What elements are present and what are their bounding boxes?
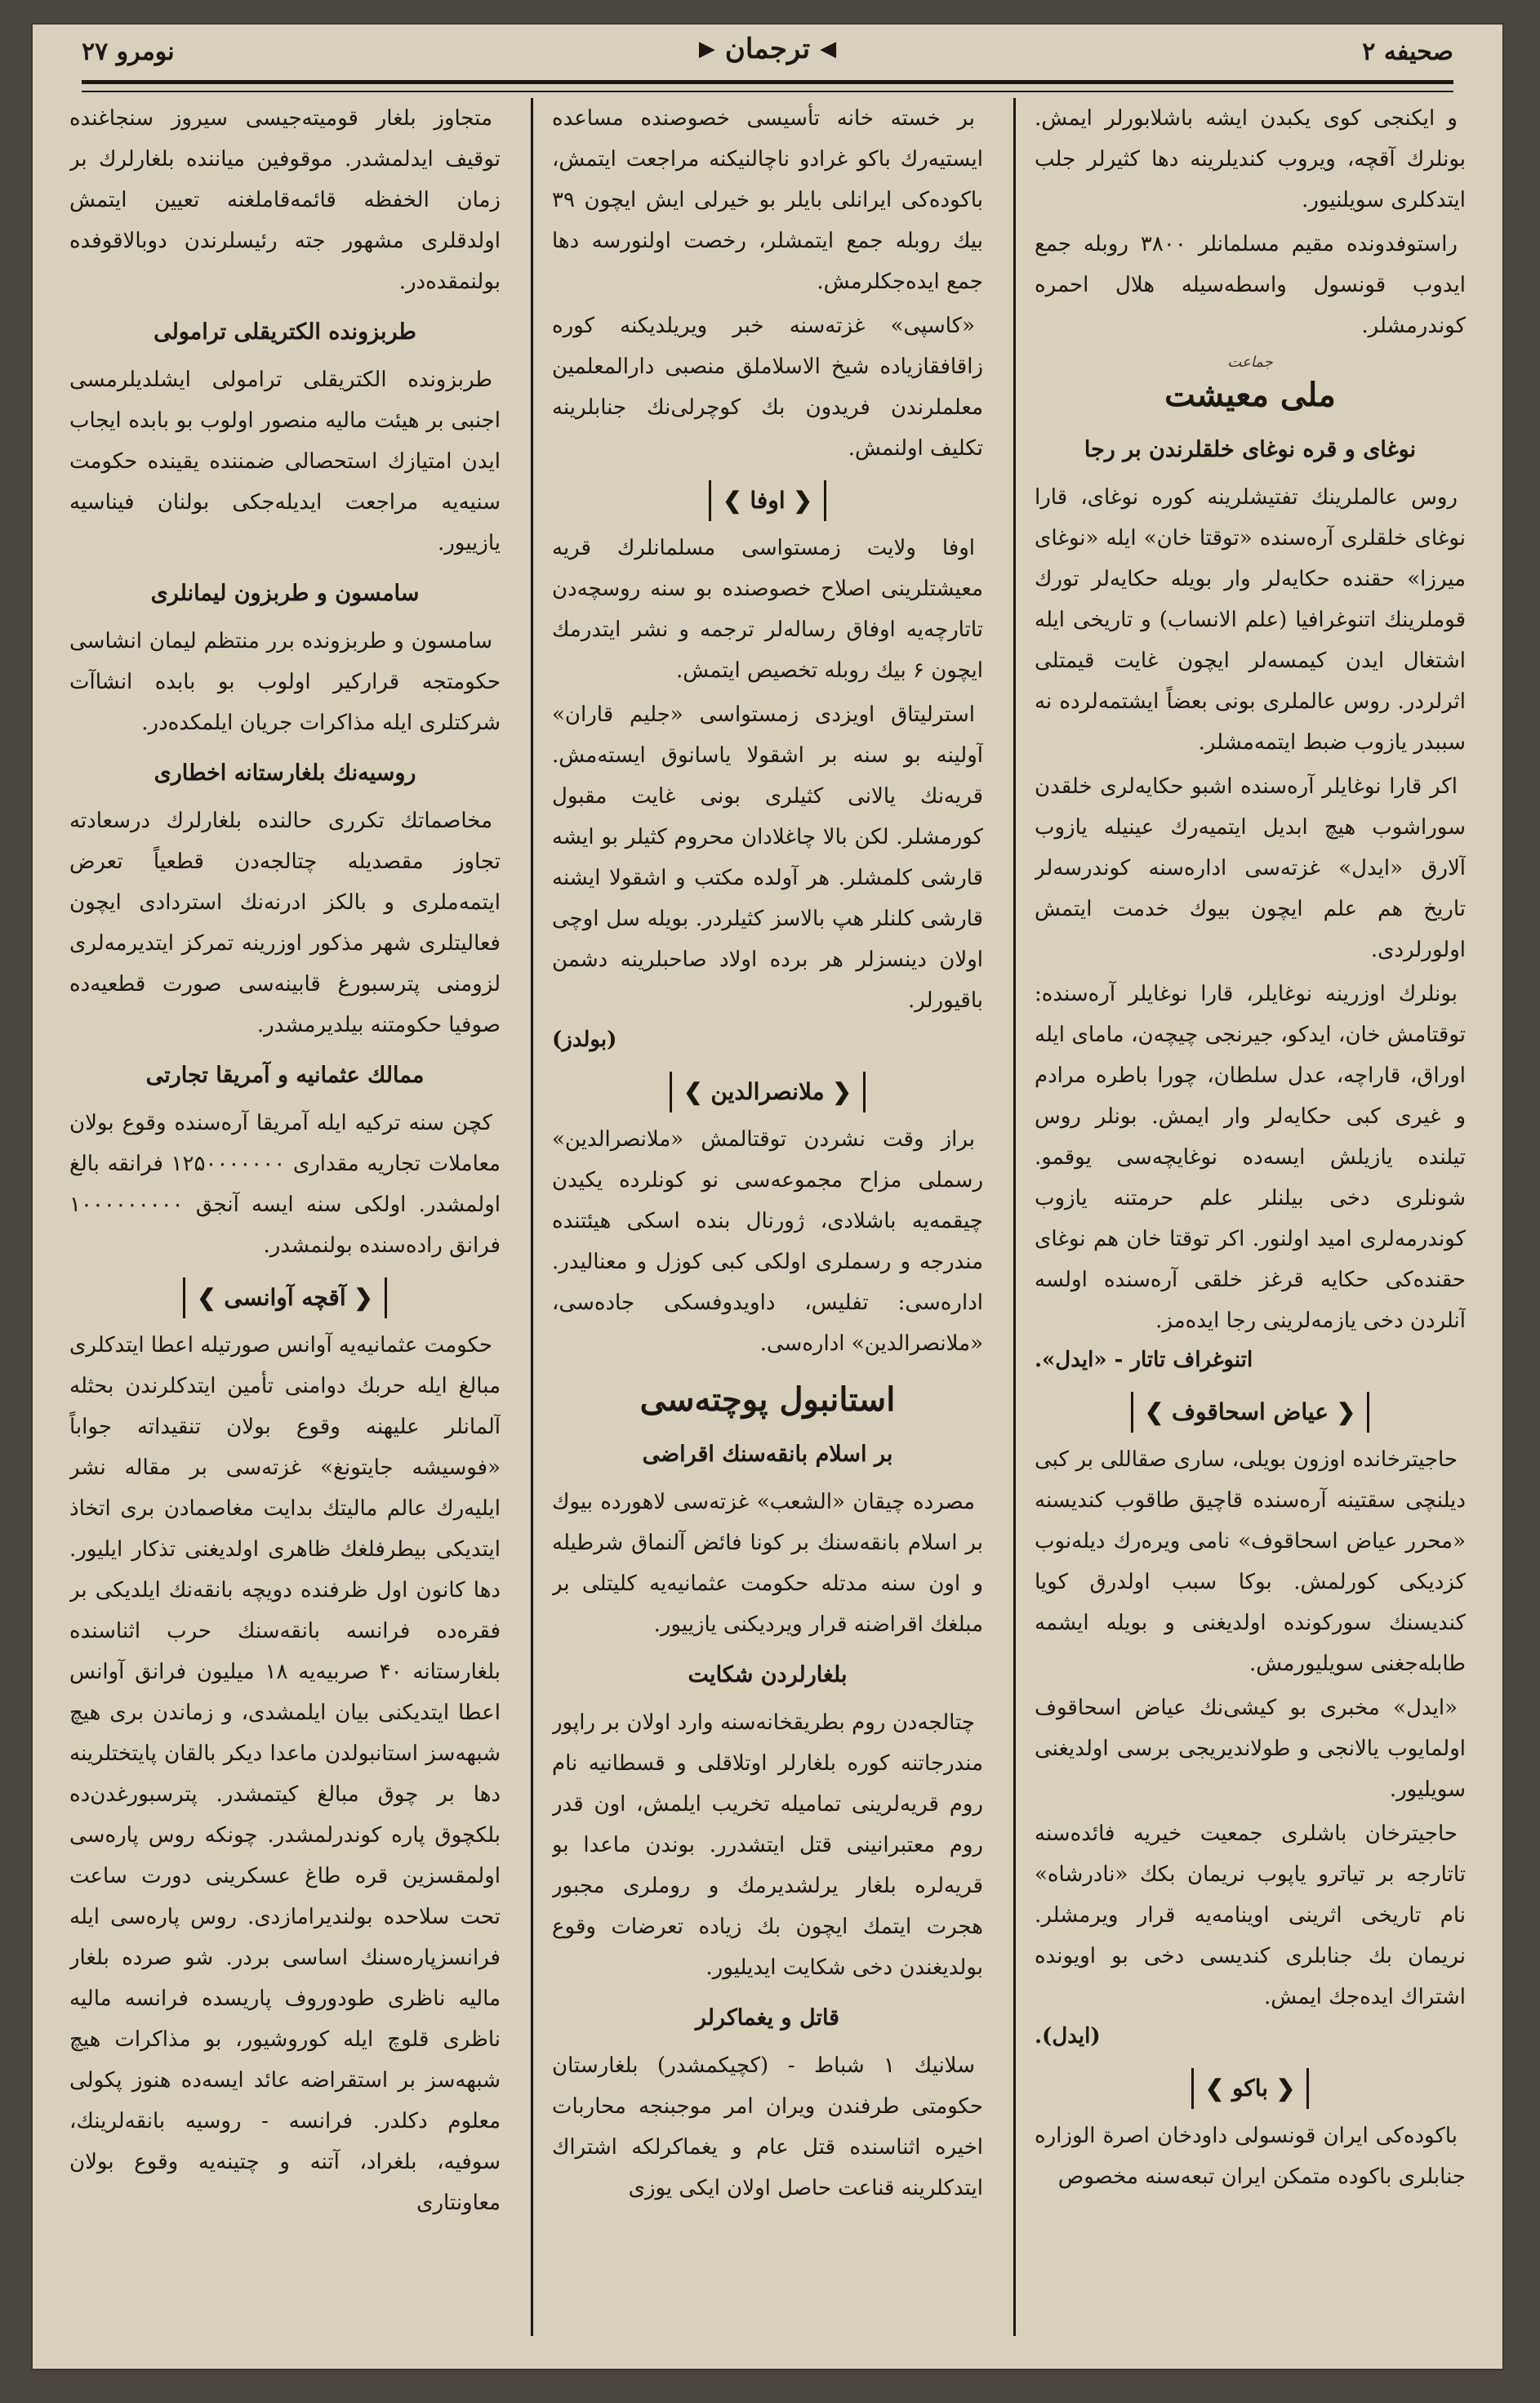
article-paragraph: بونلرك اوزرینه نوغایلر، قارا نوغایلر آره‌سنده: توقتامش خان، ایدکو، جیرنجی چیچه‌ن، مامای ایله اوراق، قاراچه، عدل سلطان، چورا باطره مرادم و غیری کبی حکایه‌لر وار ایمش. بونلر روس تیلنده یازیلش ایسه‌ده نوغایچه‌سی یوقمو. شونلری دخی بیلنلر علم حرمتنه یازوب کوندرمه‌لری امید اولنور. اکر توقتا خان هم نوغای حقنده‌کی حکایه قرغز خلقی آره‌سنده اولسه آنلردن دخی یازمه‌لرینی رجا ایده‌مز. bbox=[1035, 982, 1466, 1333]
column-left bbox=[69, 98, 501, 2336]
article-source: اتنوغراف تاتار - «ایدل». bbox=[1035, 1348, 1253, 1372]
section-heading: ملی معیشت bbox=[1164, 376, 1336, 414]
article-paragraph: چتالجه‌دن روم بطریقخانه‌سنه وارد اولان بر راپور مندرجاتنه کوره بلغارلر اوتلاقلی و قسطانیه نام روم قریه‌لرینی تمامیله تخریب ایلمش، اون قدر روم معتبرانینی قتل ایتشدرر. بوندن ماعدا بو قریه‌لره بلغار یرلشدیرمك و روملری مجبور هجرت ایتمك ایچون بك زیاده تعرضات وقوع بولدیغندن دخی شکایت ایدیلیور. bbox=[552, 1710, 983, 1980]
article-heading: طربزونده الکتریقلی ترامولی bbox=[154, 319, 416, 345]
article-paragraph: سلانیك ۱ شباط - (کچیکمشدر) بلغارستان حکومتی طرفندن ویران امر موجبنجه محاربات اخیره اثناسنده قتل عام و یغماکرلکه اشتراك ایتدکلرینه قناعت حاصل اولان ایکی یوزی bbox=[552, 2053, 983, 2200]
column-middle bbox=[552, 98, 983, 2336]
newspaper-title-box bbox=[699, 33, 836, 65]
article-paragraph: اکر قارا نوغایلر آره‌سنده اشبو حکایه‌لری خلقدن سوراشوب هیچ ابدیل ایتمیه‌رك عینیله یازوب آلارق «ایدل» غزته‌سی اداره‌سنه کوندرسه‌لر تاریخ هم علم ایچون بیوك خدمت ایتمش اولورلردی. bbox=[1035, 774, 1466, 962]
page-number-label: صحیفه ۲ bbox=[1362, 38, 1453, 66]
article-heading: ممالك عثمانیه و آمریقا تجارتی bbox=[145, 1063, 425, 1088]
column-divider bbox=[1013, 98, 1016, 2336]
article-paragraph: حکومت عثمانیه‌یه آوانس صورتیله اعطا ایتدکلری مبالغ ایله حربك دوامنی تأمین ایتدکلرندن بحثله آلمانلر علیهنه وقوع بولان تنقیداته جواباً «فوسیشه جایتونغ» غزته‌سی بر مقاله نشر ایلیه‌رك عالم مالیتك بدایت مغاصمادن بری اتخاذ ایتدیکی بیطرفلغك ظاهری اولدیغنی تذکار ایلیور. دها کانون اول ظرفنده دویچه بانقه‌نك ایلدیکی بر فقره‌ده فرانسه بانقه‌سنك حرب اثناسنده بلغارستانه ۴۰ صربیه‌یه ۱۸ میلیون فرانق آوانس اعطا ایتدیکنی بیان ایلمشدی، و زماندن بری هیچ شبهه‌سز استانبولدن ماعدا دیکر بالقان پایتختلرینه دها بر چوق مبالغ کیتمشدر. پترسبورغدن‌ده بلکچوق پاره کوندرلمشدر. چونکه روس پاره‌سی اولمقسزین قره طاغ عسکرینی دورت ساعت تحت سلاحده بولندیرامازدی. روس پاره‌سی ایله فرانسزپاره‌سنك اساسی بردر. شو صرده بلغار مالیه ناظری طودوروف پاریسده فرانسه مالیه ناظری قلوچ ایله کوروشیور، بو مذاکرات هیچ شبهه‌سز بر استقراضه عائد ایسه‌ده هنوز پکولی معلوم دکلدر. فرانسه - روسیه بانقه‌لرینك، سوفیه، بلغراد، آتنه و چتینه‌یه وقوع بولان معاونتاری bbox=[69, 1333, 501, 2215]
handwritten-note: جماعت bbox=[1227, 354, 1273, 371]
newspaper-title: ترجمان bbox=[724, 33, 811, 65]
article-paragraph: استرلیتاق اویزدی زمستواسی «جلیم قاران» آولینه بو سنه بر اشقولا یاسانوق ایسته‌مش. قریه‌نك یالانی کثیلری بونی غایت مقبول کورمشلر. لکن بالا چاغلادان محروم کثیلر بو ایشه قارشی کلمشلر. هر آولده مکتب و اشقولا ایشنه قارشی کلنلر هپ بالاسز کثیلردر. بویله سل اوچی اولان دینسزلر هر برده اولاد صاحبلرینه دشمن باقیورلر. bbox=[552, 702, 983, 1013]
masthead bbox=[82, 33, 1453, 78]
article-paragraph: حاجیترخانده اوزون بویلی، ساری صقاللی بر کبی دیلنچی سقتینه آره‌سنده قاچیق طاقوب کندیسنه «محرر عیاض اسحاقوف» نامی ویره‌رك دیله‌نوب کزدیکی کورلمش. بوکا سبب اولدرق کویا کندیسنك سورکونده اولدیغنی و بویله ایشمه طابلەجغنی سویلیورمش. bbox=[1035, 1447, 1466, 1676]
article-paragraph: طربزونده الکتریقلی ترامولی ایشلدیلرمسی اجنبی بر هیئت مالیه منصور اولوب بو بابده ایجاب ایدن امتیازك استحصالی ضمننده یقینده حکومت سنیه‌یه مراجعت ایدیله‌جکی بولنان فیناسیه یازییور. bbox=[69, 368, 501, 555]
article-paragraph: حاجیترخان باشلری جمعیت خیریه فائده‌سنه تاتارجه بر تیاترو یاپوب نریمان بکك «نادرشاه» نام تاریخی اثرینی اوینامه‌یه قرار ویرمشلر. نریمان بك جنابلری کندیسی دخی بو اویونده اشتراك ایده‌جك ایمش. bbox=[1035, 1821, 1466, 2009]
header-rule bbox=[82, 80, 1453, 92]
article-paragraph: مخاصماتك تکرری حالنده بلغارلرك درسعادته تجاوز مقصدیله چتالجه‌دن قطعیاً تعرض ایتمه‌ملری و بالکز ادرنه‌نك استردادی ایچون فعالیتلری شهر مذکور اوزرینه تمرکز ایتدیرمه‌لری لزومنی پترسبورغ قابینه‌سی صورت قطعیه‌ده صوفیا حکومتنه بیلدیرمشدر. bbox=[69, 809, 501, 1037]
article-heading-boxed: ❮ باکو ❯ bbox=[1191, 2068, 1310, 2109]
article-heading: نوغای و قره نوغای خلقلرندن بر رجا bbox=[1084, 437, 1417, 462]
ornament-right-icon: ◀ bbox=[820, 37, 837, 61]
issue-number-label: نومرو ۲۷ bbox=[82, 38, 175, 66]
article-paragraph: بر خسته خانه تأسیسی خصوصنده مساعده ایستیه‌رك باکو غرادو ناچالنیکنه مراجعت ایتمش، باکوده‌کی ایرانلی بایلر بو خیرلی ایش ایچون ۳۹ بیك روبله جمع ایتمشلر، رخصت اولنورسه دها جمع ایده‌جکلرمش. bbox=[552, 106, 983, 294]
column-divider bbox=[531, 98, 533, 2336]
article-heading: بلغارلردن شکایت bbox=[688, 1662, 848, 1687]
article-heading: روسیه‌نك بلغارستانه اخطاری bbox=[154, 760, 416, 786]
article-paragraph: متجاوز بلغار قومیته‌جیسی سیروز سنجاغنده توقیف ایدلمشدر. موقوفین میاننده بلغارلرك بر زمان الخفظه قائمه‌قاملغنه تعیین ایتمش اولدقلری مشهور جته رئیسلرندن دوبالاقوفده بولنمقده‌در. bbox=[69, 106, 501, 294]
article-paragraph: روس عالملرینك تفتیشلرینه کوره نوغای، قارا نوغای خلقلری آره‌سنده «توقتا خان» ایله «نوغای میرزا» حقنده حکایه‌لر وار بویله حکایه‌لر تورك قوملرینك اتنوغرافیا (علم الانساب) و تاریخی ایله اشتغال ایدن کیمسه‌لر ایچون غایت قیمتلی اثرلردر. روس عالملری بونی بعضاً ایشتمه‌لرده نه سببدر یازوب ضبط ایتمه‌مشلر. bbox=[1035, 485, 1466, 755]
newspaper-page bbox=[33, 25, 1502, 2369]
article-paragraph: راستوفدونده مقیم مسلمانلر ۳۸۰۰ روبله جمع ایدوب قونسول واسطه‌سیله هلال احمره کوندرمشلر. bbox=[1035, 232, 1466, 338]
article-paragraph: اوفا ولایت زمستواسی مسلمانلرك قریه معیشتلرینی اصلاح خصوصنده بو سنه روسچه‌دن تاتارچه‌یه اوفاق رساله‌لر ترجمه و نشر ایتدرمك ایچون ۶ بیك روبله تخصیص ایتمش. bbox=[552, 536, 983, 683]
article-heading: قاتل و یغماکرلر bbox=[695, 2005, 840, 2031]
article-heading-boxed: ❮ ملانصرالدین ❯ bbox=[670, 1072, 866, 1112]
article-paragraph: براز وقت نشردن توقتالمش «ملانصرالدین» رسملی مزاح مجموعه‌سی نو کونلرده یکیدن چیقمه‌یه باشلادی، ژورنال بنده اسکی هیئتنده مندرجه و رسملری اولکی کبی کوزل و معنالیدر. اداره‌سی: تفلیس، داویدوفسکی جاده‌سی، «ملانصرالدین» اداره‌سی. bbox=[552, 1127, 983, 1356]
article-source: (ایدل). bbox=[1035, 2024, 1101, 2049]
article-heading-boxed: ❮ آقچه آوانسی ❯ bbox=[183, 1277, 387, 1318]
article-heading: سامسون و طربزون لیمانلری bbox=[150, 581, 420, 606]
ornament-left-icon: ▶ bbox=[698, 37, 715, 61]
article-source: (بولدز) bbox=[552, 1028, 617, 1052]
article-heading-boxed: ❮ اوفا ❯ bbox=[709, 480, 826, 521]
article-paragraph: «ایدل» مخبری بو کیشی‌نك عیاض اسحاقوف اولمایوب یالانجی و طولاندیریجی برسی اولدیغنی سویلیور. bbox=[1035, 1696, 1466, 1802]
article-heading-boxed: ❮ عیاض اسحاقوف ❯ bbox=[1131, 1392, 1369, 1433]
article-paragraph: باکوده‌کی ایران قونسولی داودخان اصرة الوزاره جنابلری باکوده متمکن ایران تبعه‌سنه مخصوص bbox=[1035, 2124, 1466, 2189]
article-paragraph: مصرده چیقان «الشعب» غزته‌سی لاهورده بیوك بر اسلام بانقه‌سنك بر کونا فائض آلنماق شرطیله و اون سنه مدتله حکومت عثمانیه‌یه کلیتلی بر مبلغك اقراضنه قرار ویردیکنی یازییور. bbox=[552, 1490, 983, 1637]
article-paragraph: سامسون و طربزونده برر منتظم لیمان انشاسی حکومتجه قرارکیر اولوب بو بابده انشاآت شرکتلری ایله مذاکرات جریان ایلمکده‌در. bbox=[69, 629, 501, 735]
article-paragraph: و ایکنجی کوی یکبدن ایشه باشلابورلر ایمش. بونلرك آقچه، ویروب کندیلرینه دها کثیرلر جلب ایتدکلری سویلنیور. bbox=[1035, 106, 1466, 212]
article-paragraph: کچن سنه ترکیه ایله آمریقا آره‌سنده وقوع بولان معاملات تجاریه مقداری ۱۲۵۰۰۰۰۰۰۰ فرانقه بالغ اولمشدر. اولکی سنه ایسه آنجق ۱۰۰۰۰۰۰۰۰۰ فرانق راده‌سنده بولنمشدر. bbox=[69, 1111, 501, 1258]
section-heading: استانبول پوچته‌سی bbox=[639, 1380, 896, 1419]
article-heading: بر اسلام بانقه‌سنك اقراضی bbox=[642, 1442, 893, 1467]
article-paragraph: «کاسپی» غزته‌سنه خبر ویریلدیکنه کوره زاقافقازیاده شیخ الاسلاملق منصبی دارالمعلمین معلملرندن فریدون بك کوچرلی‌نك جنابلرینه تکلیف اولنمش. bbox=[552, 314, 983, 461]
column-right bbox=[1035, 98, 1466, 2336]
